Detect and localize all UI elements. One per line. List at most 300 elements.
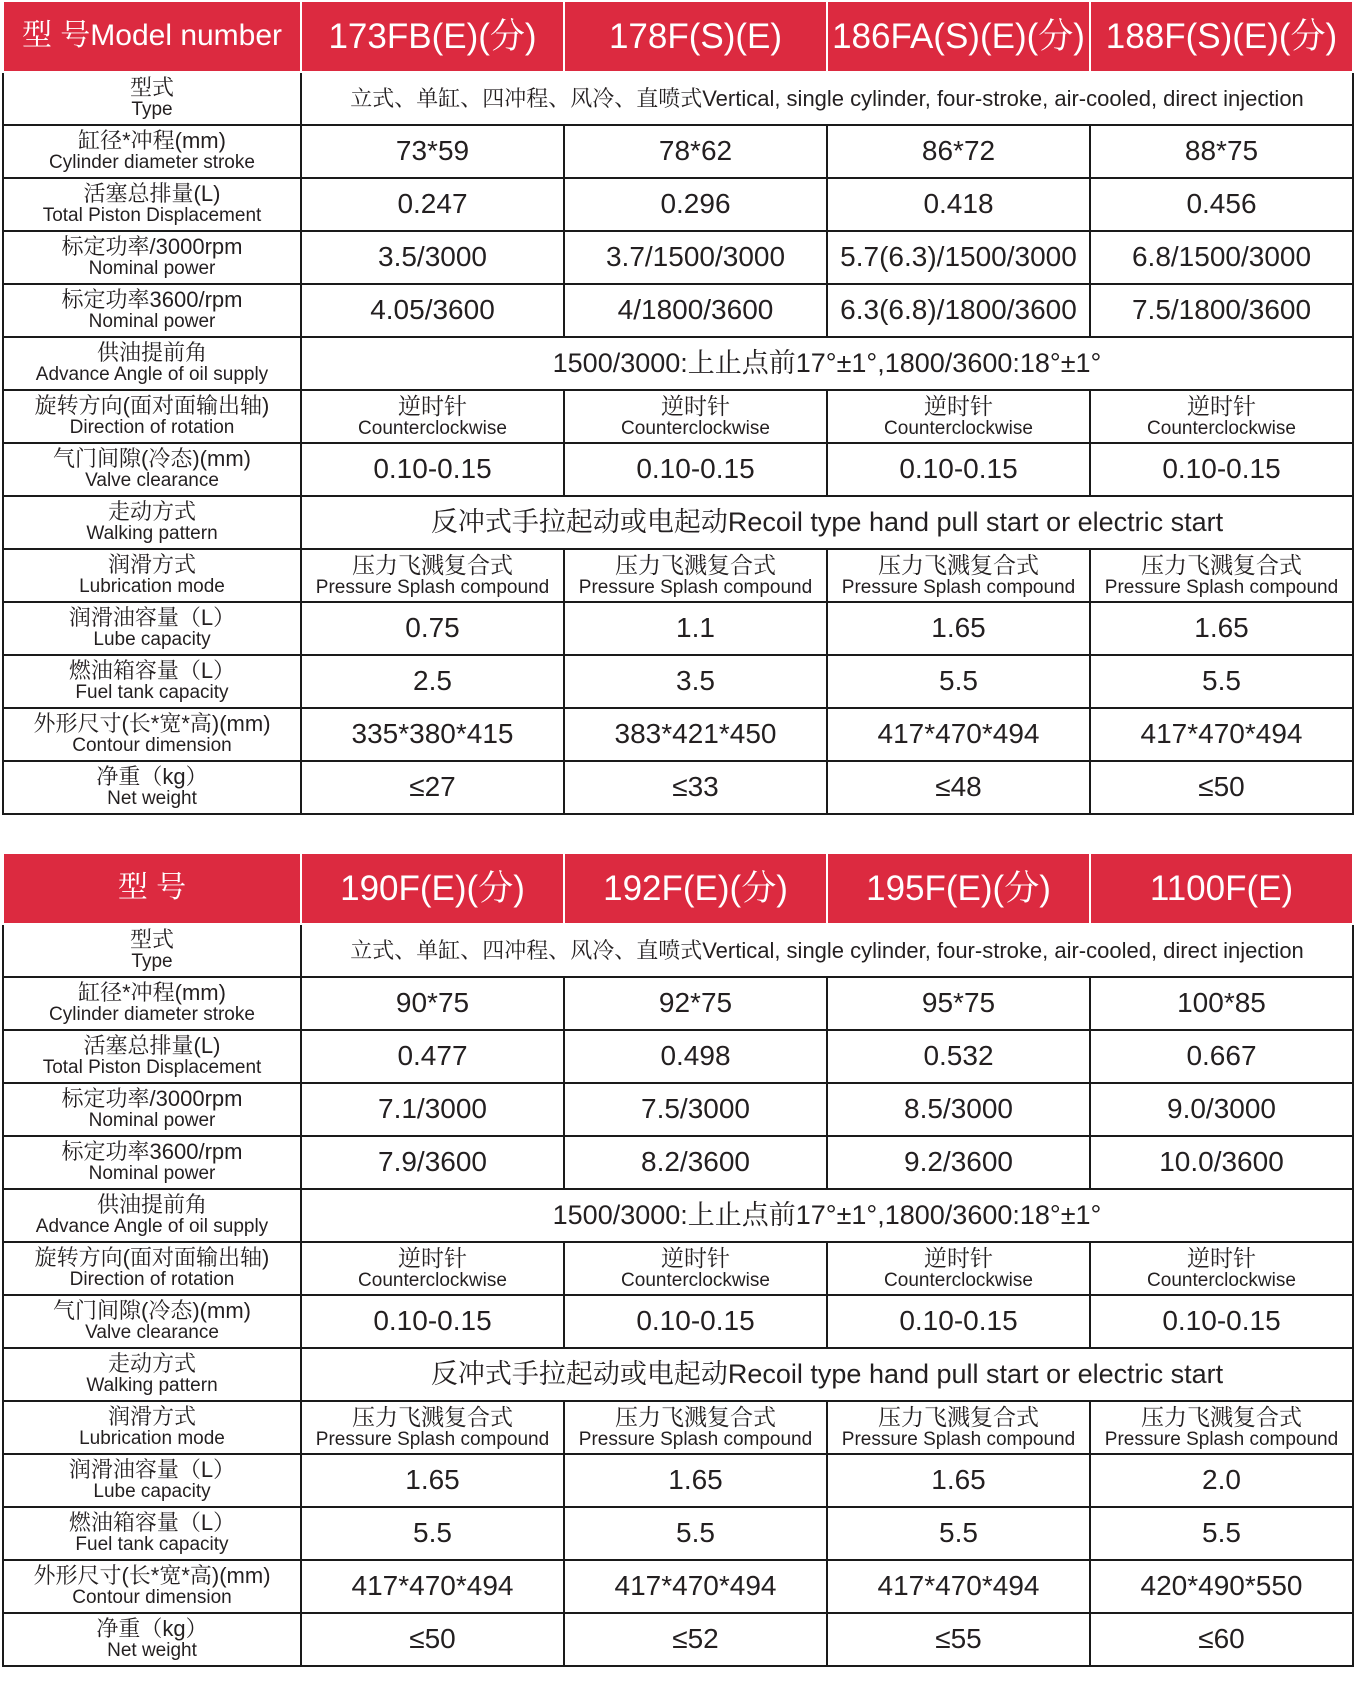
value-text: 3.7/1500/3000 [605,241,786,273]
value-text: 10.0/3600 [1159,1146,1284,1178]
value-cell [564,1507,827,1560]
row-displacement [3,1030,1353,1083]
value-cell [564,178,827,231]
row-label-en: Nominal power [88,1163,216,1185]
row-label-en: Nominal power [88,311,216,333]
model-header: 173FB(E)(分) [301,2,564,72]
row-label-zh: 润滑方式 [107,552,196,578]
row-label [3,443,301,496]
value-en: Counterclockwise [884,417,1033,439]
value-text: 6.8/1500/3000 [1131,241,1312,273]
value-text: 1.1 [676,612,715,644]
value-cell [1090,1507,1353,1560]
value-text: 100*85 [1177,987,1266,1019]
row-label-en: Type [131,951,173,973]
row-walking [3,1348,1353,1401]
row-label-zh: 外形尺寸(长*宽*高)(mm) [33,711,271,737]
value-cell [827,1083,1090,1136]
value-cell [301,1242,564,1295]
value-cell [564,602,827,655]
value-cell [564,443,827,496]
value-cell [564,1295,827,1348]
value-zh: 压力飞溅复合式 [878,551,1039,578]
value-text: ≤50 [1198,771,1245,803]
row-label-en: Valve clearance [85,470,219,492]
value-cell [1090,549,1353,602]
row-label [3,72,301,125]
row-label-zh: 活塞总排量(L) [83,1033,221,1059]
value-zh: 逆时针 [1187,392,1256,419]
row-label [3,655,301,708]
value-text: 5.5 [939,1517,978,1549]
row-advance-angle [3,337,1353,390]
value-en: Counterclockwise [1147,1269,1296,1291]
value-cell [827,1401,1090,1454]
row-label-en: Valve clearance [85,1322,219,1344]
row-label-en: Cylinder diameter stroke [49,1004,255,1026]
value-text: ≤33 [672,771,719,803]
row-label-zh: 旋转方向(面对面输出轴) [34,1245,270,1271]
value-cell [301,549,564,602]
value-text: 5.5 [1202,665,1241,697]
value-en: Counterclockwise [884,1269,1033,1291]
row-label [3,1189,301,1242]
advance-angle-value [301,337,1353,390]
value-text: 90*75 [395,987,470,1019]
value-cell [827,125,1090,178]
spec-table-1 [2,2,1354,815]
value-text: 1.65 [405,1464,460,1496]
value-text: 0.247 [397,188,468,220]
value-cell [827,1507,1090,1560]
value-cell [1090,125,1353,178]
type-value-text: 立式、单缸、四冲程、风冷、直喷式Vertical, single cylinder, four-stroke, air-cooled, direct injection [350,937,1304,963]
value-cell [301,655,564,708]
row-power-3000 [3,231,1353,284]
value-cell [301,977,564,1030]
row-label-zh: 供油提前角 [96,1192,207,1218]
value-text: 0.498 [660,1040,731,1072]
row-displacement [3,178,1353,231]
row-label-en: Nominal power [88,1110,216,1132]
row-label-en: Contour dimension [72,1587,232,1609]
value-text: 0.532 [923,1040,994,1072]
value-cell [301,284,564,337]
row-label-zh: 标定功率3600/rpm [61,1139,243,1165]
value-text: 417*470*494 [614,1570,777,1602]
value-text: 417*470*494 [1140,718,1303,750]
value-text: 0.296 [660,188,731,220]
value-zh: 压力飞溅复合式 [615,1403,776,1430]
row-label-zh: 供油提前角 [96,340,207,366]
row-label [3,549,301,602]
value-zh: 逆时针 [1187,1244,1256,1271]
row-label-zh: 走动方式 [107,1351,196,1377]
row-lubrication [3,549,1353,602]
value-cell [827,1136,1090,1189]
value-text: 5.5 [413,1517,452,1549]
row-label-en: Walking pattern [86,523,218,545]
model-header: 188F(S)(E)(分) [1090,2,1353,72]
value-zh: 压力飞溅复合式 [878,1403,1039,1430]
value-text: 1.65 [1194,612,1249,644]
value-text: 7.5/1800/3600 [1131,294,1312,326]
value-cell [827,443,1090,496]
row-label-zh: 外形尺寸(长*宽*高)(mm) [33,1563,271,1589]
value-text: 1.65 [668,1464,723,1496]
walking-text: 反冲式手拉起动或电起动Recoil type hand pull start or electric start [430,1358,1224,1389]
value-cell [1090,1136,1353,1189]
row-label [3,1083,301,1136]
row-net-weight [3,761,1353,814]
value-cell [827,231,1090,284]
row-label [3,125,301,178]
value-cell [827,708,1090,761]
value-text: ≤52 [672,1623,719,1655]
value-cell [564,761,827,814]
row-label [3,1507,301,1560]
value-cell [564,1560,827,1613]
value-zh: 压力飞溅复合式 [352,1403,513,1430]
row-label-zh: 燃油箱容量（L） [68,658,236,684]
row-label-zh: 旋转方向(面对面输出轴) [34,393,270,419]
value-cell [301,390,564,443]
value-cell [564,1454,827,1507]
value-zh: 逆时针 [398,392,467,419]
row-label-zh: 缸径*冲程(mm) [78,980,226,1006]
row-label [3,1560,301,1613]
row-label-zh: 净重（kg） [96,764,208,790]
value-en: Counterclockwise [358,417,507,439]
value-cell [1090,761,1353,814]
row-label-zh: 气门间隙(冷态)(mm) [53,1298,251,1324]
value-cell [564,1083,827,1136]
value-text: 335*380*415 [351,718,514,750]
value-cell [827,284,1090,337]
row-contour [3,1560,1353,1613]
value-cell [827,1295,1090,1348]
row-net-weight [3,1613,1353,1666]
value-cell [827,655,1090,708]
value-text: 0.477 [397,1040,468,1072]
value-cell [564,390,827,443]
value-text: 420*490*550 [1140,1570,1303,1602]
value-cell [301,1560,564,1613]
row-fuel-tank [3,1507,1353,1560]
row-label [3,337,301,390]
value-text: 5.5 [1202,1517,1241,1549]
row-label-en: Type [131,99,173,121]
row-label-zh: 缸径*冲程(mm) [78,128,226,154]
value-text: ≤48 [935,771,982,803]
value-cell [301,1030,564,1083]
row-label-en: Lubrication mode [79,1428,225,1450]
value-cell [301,1401,564,1454]
row-bore [3,977,1353,1030]
value-cell [301,1295,564,1348]
value-cell [301,602,564,655]
row-label-en: Lube capacity [93,629,211,651]
row-label-zh: 标定功率/3000rpm [61,234,243,260]
row-lube-capacity [3,602,1353,655]
row-valve [3,1295,1353,1348]
value-zh: 逆时针 [661,392,730,419]
value-cell [1090,1242,1353,1295]
row-type [3,72,1353,125]
value-cell [301,125,564,178]
value-text: 417*470*494 [877,718,1040,750]
value-text: 5.5 [676,1517,715,1549]
row-rotation [3,390,1353,443]
row-label-en: Direction of rotation [69,417,235,439]
row-label-en: Contour dimension [72,735,232,757]
value-cell [1090,1083,1353,1136]
value-text: 7.9/3600 [378,1146,487,1178]
value-text: ≤55 [935,1623,982,1655]
model-header: 192F(E)(分) [564,854,827,924]
row-fuel-tank [3,655,1353,708]
row-label [3,284,301,337]
value-en: Pressure Splash compound [578,576,813,598]
row-lube-capacity [3,1454,1353,1507]
row-label-en: Walking pattern [86,1375,218,1397]
walking-value [301,1348,1353,1401]
value-text: 4/1800/3600 [617,294,774,326]
row-label-en: Total Piston Displacement [42,1057,262,1079]
value-cell [1090,284,1353,337]
value-en: Counterclockwise [358,1269,507,1291]
spec-table-2 [2,854,1354,1667]
value-text: 7.1/3000 [378,1093,487,1125]
value-cell [301,761,564,814]
row-label-zh: 气门间隙(冷态)(mm) [53,446,251,472]
value-text: 0.10-0.15 [1162,453,1281,485]
value-zh: 压力飞溅复合式 [1141,551,1302,578]
model-number-header: 型 号 [3,854,301,924]
value-text: 0.75 [405,612,460,644]
value-en: Pressure Splash compound [841,1428,1076,1450]
value-cell [564,1136,827,1189]
value-cell [564,977,827,1030]
value-cell [301,1613,564,1666]
value-text: 2.5 [413,665,452,697]
value-cell [1090,1613,1353,1666]
value-text: 2.0 [1202,1464,1241,1496]
value-text: 0.10-0.15 [899,453,1018,485]
row-label-en: Direction of rotation [69,1269,235,1291]
row-label-zh: 型式 [129,75,174,101]
header-row [3,2,1353,72]
value-text: 0.10-0.15 [373,453,492,485]
value-text: 8.2/3600 [641,1146,750,1178]
value-text: 0.10-0.15 [373,1305,492,1337]
row-label-en: Fuel tank capacity [75,1534,229,1556]
value-cell [1090,1401,1353,1454]
row-label-en: Lubrication mode [79,576,225,598]
value-cell [827,977,1090,1030]
value-cell [827,1613,1090,1666]
model-header: 178F(S)(E) [564,2,827,72]
row-contour [3,708,1353,761]
row-label-zh: 净重（kg） [96,1616,208,1642]
value-text: 6.3(6.8)/1800/3600 [840,294,1077,326]
value-en: Counterclockwise [621,1269,770,1291]
advance-angle-text: 1500/3000:上止点前17°±1°,1800/3600:18°±1° [552,347,1102,378]
value-cell [301,1136,564,1189]
value-cell [564,1242,827,1295]
value-en: Pressure Splash compound [1104,576,1339,598]
value-cell [564,125,827,178]
value-cell [1090,655,1353,708]
value-cell [1090,1295,1353,1348]
row-label-zh: 润滑方式 [107,1404,196,1430]
row-label-zh: 标定功率3600/rpm [61,287,243,313]
value-text: 4.05/3600 [370,294,495,326]
row-label-zh: 活塞总排量(L) [83,181,221,207]
value-cell [564,655,827,708]
value-text: 8.5/3000 [904,1093,1013,1125]
row-label [3,1242,301,1295]
value-cell [1090,178,1353,231]
value-cell [564,549,827,602]
row-label [3,761,301,814]
value-cell [1090,443,1353,496]
row-label [3,1136,301,1189]
value-cell [564,1613,827,1666]
value-en: Counterclockwise [1147,417,1296,439]
value-text: 0.456 [1186,188,1257,220]
type-value [301,72,1353,125]
row-label [3,708,301,761]
row-label [3,924,301,977]
value-text: 3.5 [676,665,715,697]
row-label [3,1401,301,1454]
value-cell [827,1030,1090,1083]
row-label-en: Net weight [107,788,197,810]
value-cell [1090,602,1353,655]
row-power-3600 [3,284,1353,337]
value-cell [1090,231,1353,284]
value-cell [564,284,827,337]
value-cell [1090,390,1353,443]
value-cell [301,708,564,761]
value-text: 0.10-0.15 [636,453,755,485]
value-zh: 逆时针 [661,1244,730,1271]
row-type [3,924,1353,977]
value-cell [827,761,1090,814]
value-text: 9.2/3600 [904,1146,1013,1178]
value-text: 86*72 [921,135,996,167]
walking-text: 反冲式手拉起动或电起动Recoil type hand pull start or electric start [430,506,1224,537]
row-power-3600 [3,1136,1353,1189]
row-label [3,602,301,655]
row-label-en: Fuel tank capacity [75,682,229,704]
row-label-en: Total Piston Displacement [42,205,262,227]
row-bore [3,125,1353,178]
walking-value [301,496,1353,549]
value-zh: 逆时针 [924,1244,993,1271]
value-en: Pressure Splash compound [1104,1428,1339,1450]
value-text: 78*62 [658,135,733,167]
value-cell [827,1242,1090,1295]
model-header: 190F(E)(分) [301,854,564,924]
value-cell [1090,1030,1353,1083]
value-text: ≤50 [409,1623,456,1655]
row-rotation [3,1242,1353,1295]
row-advance-angle [3,1189,1353,1242]
value-text: 417*470*494 [877,1570,1040,1602]
row-label [3,1348,301,1401]
row-label-zh: 润滑油容量（L） [68,1457,236,1483]
row-label-zh: 走动方式 [107,499,196,525]
row-label-zh: 润滑油容量（L） [68,605,236,631]
value-en: Counterclockwise [621,417,770,439]
value-cell [301,178,564,231]
row-label-en: Lube capacity [93,1481,211,1503]
row-valve [3,443,1353,496]
value-text: 0.10-0.15 [899,1305,1018,1337]
value-text: 88*75 [1184,135,1259,167]
value-zh: 逆时针 [924,392,993,419]
value-text: 5.7(6.3)/1500/3000 [840,241,1077,273]
row-label-zh: 标定功率/3000rpm [61,1086,243,1112]
value-en: Pressure Splash compound [315,576,550,598]
advance-angle-text: 1500/3000:上止点前17°±1°,1800/3600:18°±1° [552,1199,1102,1230]
type-value [301,924,1353,977]
row-label-en: Cylinder diameter stroke [49,152,255,174]
row-label [3,496,301,549]
value-cell [1090,1454,1353,1507]
type-value-text: 立式、单缸、四冲程、风冷、直喷式Vertical, single cylinder, four-stroke, air-cooled, direct injection [350,85,1304,111]
row-label [3,390,301,443]
row-label [3,1613,301,1666]
row-label [3,231,301,284]
value-text: 0.10-0.15 [1162,1305,1281,1337]
value-text: ≤27 [409,771,456,803]
row-label-en: Nominal power [88,258,216,280]
row-label [3,1295,301,1348]
value-text: 0.667 [1186,1040,1257,1072]
value-zh: 压力飞溅复合式 [1141,1403,1302,1430]
value-text: 7.5/3000 [641,1093,750,1125]
model-header: 1100F(E) [1090,854,1353,924]
value-text: 0.418 [923,188,994,220]
value-text: 73*59 [395,135,470,167]
row-label [3,1030,301,1083]
value-text: 3.5/3000 [378,241,487,273]
value-text: 9.0/3000 [1167,1093,1276,1125]
value-cell [827,390,1090,443]
row-label-en: Advance Angle of oil supply [35,1216,269,1238]
row-label [3,977,301,1030]
value-text: 1.65 [931,1464,986,1496]
value-cell [564,708,827,761]
value-cell [827,1560,1090,1613]
value-text: ≤60 [1198,1623,1245,1655]
value-en: Pressure Splash compound [578,1428,813,1450]
value-text: 92*75 [658,987,733,1019]
value-zh: 逆时针 [398,1244,467,1271]
row-label-zh: 型式 [129,927,174,953]
value-cell [301,1454,564,1507]
value-cell [1090,708,1353,761]
row-lubrication [3,1401,1353,1454]
value-cell [301,443,564,496]
model-header: 195F(E)(分) [827,854,1090,924]
value-en: Pressure Splash compound [841,576,1076,598]
value-cell [564,231,827,284]
value-cell [564,1401,827,1454]
